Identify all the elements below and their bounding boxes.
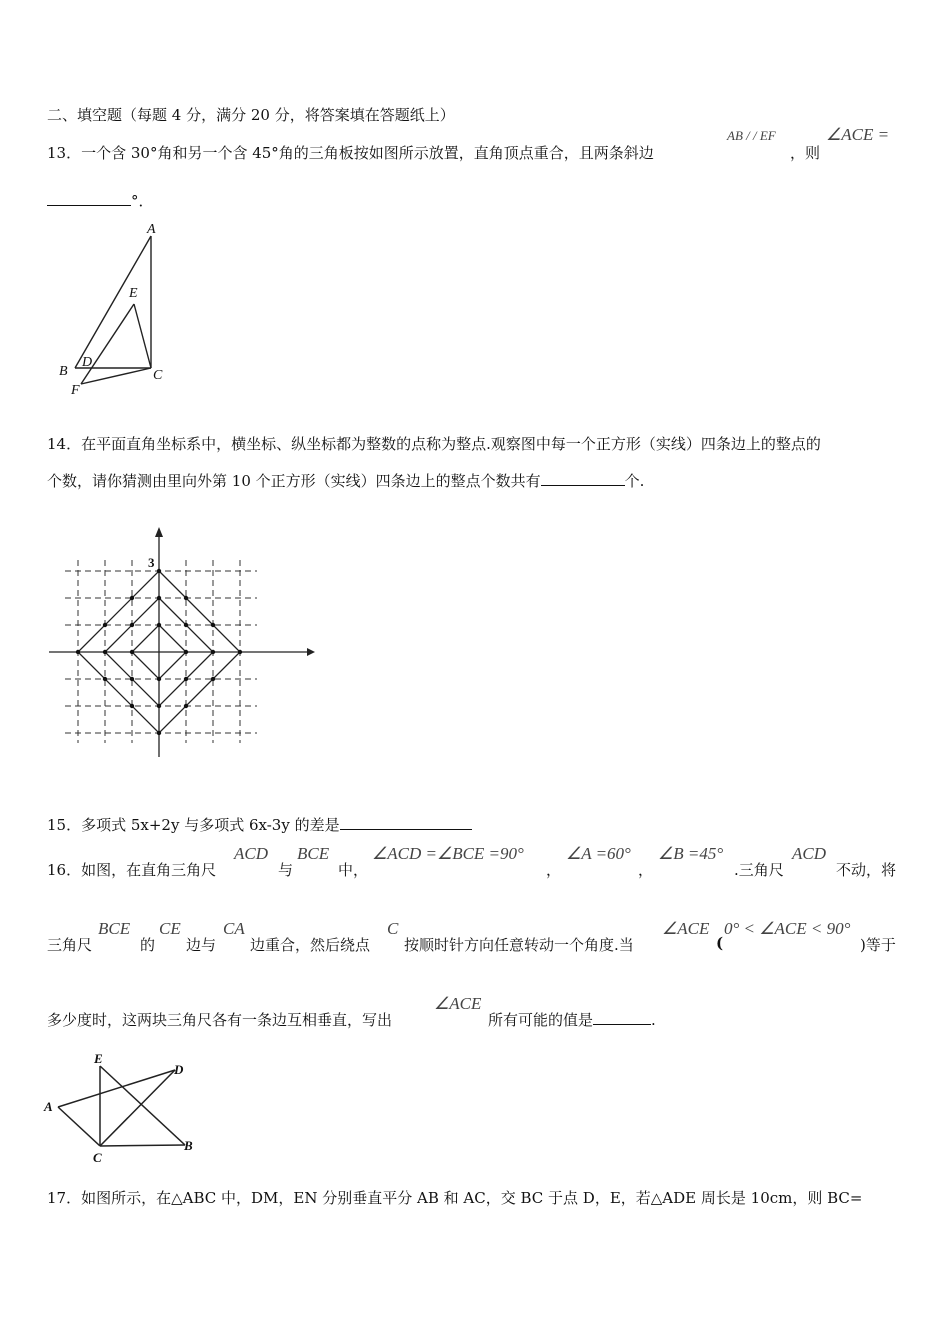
q17-number: 17． bbox=[47, 1189, 82, 1207]
q16-range: 0° < ∠ACE < 90° bbox=[724, 919, 851, 938]
q13-label-e: E bbox=[129, 286, 138, 301]
q16-segment-cb bbox=[100, 1145, 185, 1146]
q14-line-2a: 个数，请你猜测由里向外第 10 个正方形（实线）四条边上的整点个数共有 bbox=[47, 472, 541, 490]
q15-answer-blank[interactable] bbox=[340, 829, 472, 830]
q16-cond-3: ∠B =45° bbox=[658, 844, 724, 863]
q16-ce: CE bbox=[159, 919, 181, 938]
q13-segment-fc bbox=[81, 368, 151, 384]
q16-l3-line bbox=[488, 1009, 656, 1030]
q16-l2-c: 边与 bbox=[186, 936, 217, 954]
q16-acd-1: ACD bbox=[234, 844, 268, 863]
q16-label-b: B bbox=[184, 1138, 193, 1153]
q13-line-1 bbox=[47, 142, 654, 163]
q13-answer-blank[interactable] bbox=[47, 205, 131, 206]
q16-ace-2: ∠ACE bbox=[434, 994, 482, 1013]
q13-segment-ab bbox=[75, 236, 151, 368]
q16-bce-1: BCE bbox=[297, 844, 330, 863]
q16-l1-c: 中， bbox=[338, 861, 369, 879]
q16-c: C bbox=[387, 919, 399, 938]
q16-line-1 bbox=[47, 859, 216, 880]
q16-l3-c: . bbox=[651, 1011, 656, 1029]
section-title: 二、填空题（每题 4 分，满分 20 分，将答案填在答题纸上） bbox=[47, 106, 455, 124]
q14-number: 14． bbox=[47, 435, 82, 453]
q16-segment-ac bbox=[58, 1107, 100, 1146]
q16-label-e: E bbox=[94, 1051, 103, 1066]
q16-cond-1: ∠ACD =∠BCE =90° bbox=[372, 844, 524, 863]
q16-paren-open: ( bbox=[716, 934, 724, 952]
q14-x-arrow bbox=[307, 648, 315, 656]
q13-text-b: ，则 bbox=[790, 144, 821, 162]
q13-label-b: B bbox=[59, 364, 68, 379]
q13-text-a: 一个含 30°角和另一个含 45°角的三角板按如图所示放置，直角顶点重合，且两条斜边 bbox=[81, 144, 654, 162]
q17-line bbox=[47, 1187, 862, 1208]
q16-acd-2: ACD bbox=[792, 844, 826, 863]
q16-label-c: C bbox=[93, 1150, 102, 1165]
q13-angle-expr: ∠ACE = bbox=[826, 125, 890, 144]
q16-l2-d: 边重合，然后绕点 bbox=[250, 936, 371, 954]
q16-l1-d: .三角尺 bbox=[734, 861, 784, 879]
q14-line-2b: 个. bbox=[624, 472, 645, 490]
q16-figure bbox=[40, 1050, 210, 1168]
q13-label-c: C bbox=[153, 368, 163, 383]
q16-l2-e: 按顺时针方向任意转动一个角度.当 bbox=[404, 936, 634, 954]
q13-label-f: F bbox=[71, 383, 80, 398]
q16-label-d: D bbox=[174, 1062, 184, 1077]
q16-l1-a: 如图，在直角三角尺 bbox=[81, 861, 217, 879]
q13-figure bbox=[55, 218, 175, 400]
q16-l2-f: )等于 bbox=[860, 936, 896, 954]
q13-label-a: A bbox=[147, 222, 156, 237]
q13-label-d: D bbox=[82, 355, 93, 370]
q15-line bbox=[47, 814, 472, 835]
q16-ace-1: ∠ACE bbox=[662, 919, 710, 938]
q14-figure bbox=[45, 525, 315, 763]
q14-answer-blank[interactable] bbox=[541, 485, 625, 486]
q16-l2-b: 的 bbox=[140, 936, 156, 954]
q15-number: 15． bbox=[47, 816, 82, 834]
q16-cond-2: ∠A =60° bbox=[566, 844, 631, 863]
q14-axis-label-3: 3 bbox=[148, 555, 155, 570]
q16-bce-2: BCE bbox=[98, 919, 131, 938]
q13-number: 13． bbox=[47, 144, 82, 162]
q16-l3-b: 所有可能的值是 bbox=[488, 1011, 594, 1029]
q14-y-arrow bbox=[155, 527, 163, 537]
q16-l1-e: 不动，将 bbox=[836, 861, 897, 879]
q16-label-a: A bbox=[44, 1099, 53, 1114]
q13-parallel: AB / / EF bbox=[727, 128, 776, 143]
q16-comma-2: ， bbox=[638, 861, 654, 879]
q17-text: 如图所示，在△ABC 中，DM，EN 分别垂直平分 AB 和 AC，交 BC 于点 D，E，若△ADE 周长是 10cm，则 BC= bbox=[81, 1189, 863, 1207]
q14-line-1-text: 在平面直角坐标系中，横坐标、纵坐标都为整数的点称为整点.观察图中每一个正方形（实线）四条边上的整点的 bbox=[81, 435, 821, 453]
q16-ca: CA bbox=[223, 919, 245, 938]
q13-segment-ec bbox=[134, 304, 151, 368]
q16-comma-1: ， bbox=[546, 861, 562, 879]
q13-answer-line bbox=[47, 190, 154, 211]
q16-l1-b: 与 bbox=[278, 861, 294, 879]
q15-text: 多项式 5x+2y 与多项式 6x-3y 的差是 bbox=[81, 816, 340, 834]
q14-line-2 bbox=[47, 470, 644, 491]
q14-line-1 bbox=[47, 433, 821, 454]
q13-tail: °． bbox=[131, 192, 154, 210]
q16-l3-a: 多少度时，这两块三角尺各有一条边互相垂直，写出 bbox=[47, 1011, 393, 1029]
q16-l2-a: 三角尺 bbox=[47, 936, 93, 954]
q16-answer-blank[interactable] bbox=[593, 1024, 651, 1025]
q16-number: 16． bbox=[47, 861, 82, 879]
